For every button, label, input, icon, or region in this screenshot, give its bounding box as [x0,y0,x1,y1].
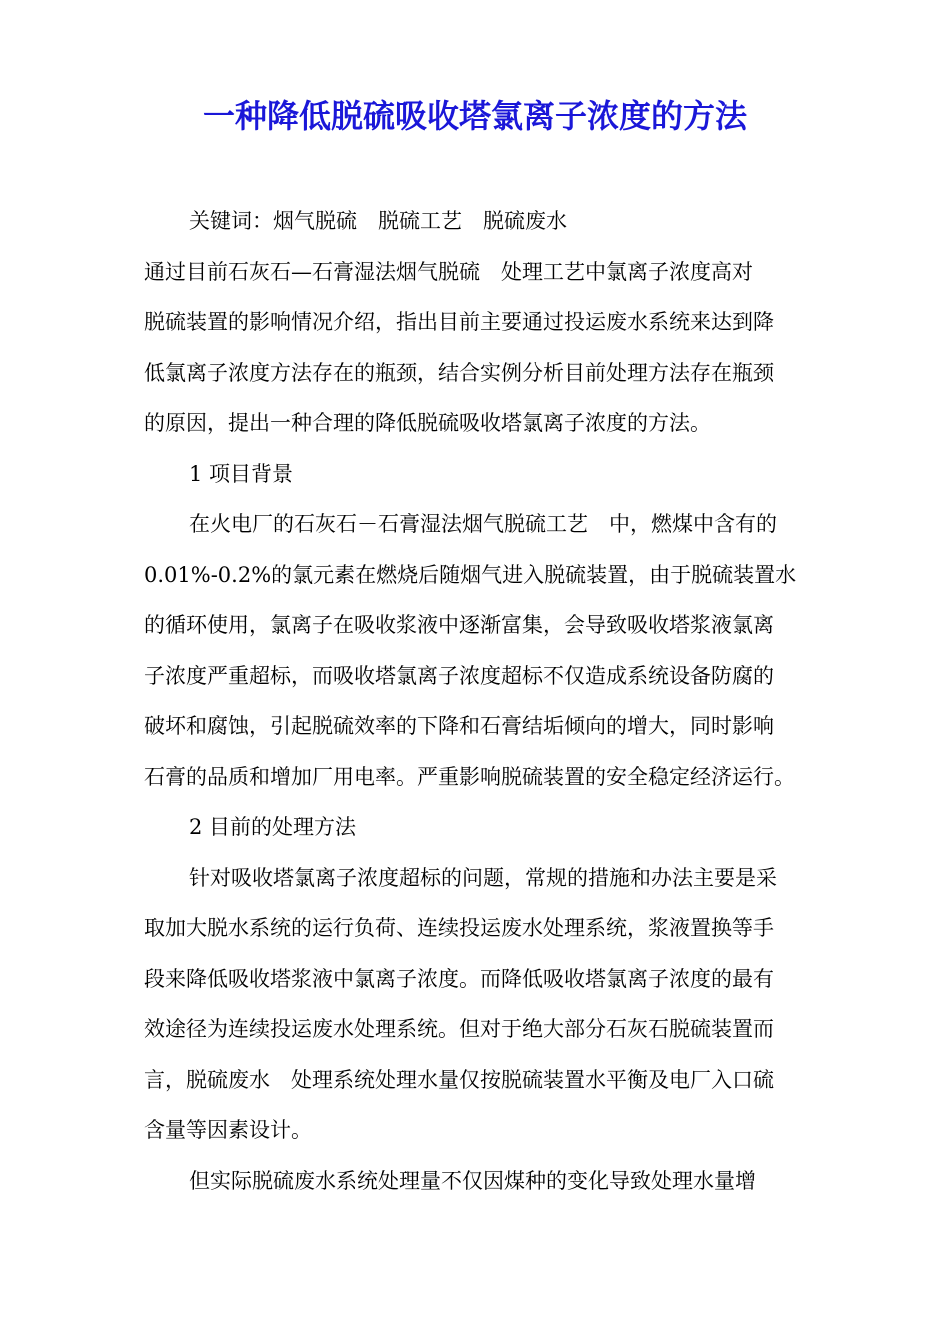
text-line: 1 项目背景 [189,461,294,486]
text-line: 取加大脱水系统的运行负荷、连续投运废水处理系统，浆液置换等手 [144,916,774,940]
text-line: 在火电厂的石灰石－石膏湿法烟气脱硫工艺 中，燃煤中含有的 [189,512,777,536]
text-line: 的原因，提出一种合理的降低脱硫吸收塔氯离子浓度的方法。 [144,411,711,435]
text-line: 言，脱硫废水 处理系统处理水量仅按脱硫装置水平衡及电厂入口硫 [144,1067,774,1092]
text-line: 脱硫装置的影响情况介绍，指出目前主要通过投运废水系统来达到降 [144,310,774,334]
text-line: 效途径为连续投运废水处理系统。但对于绝大部分石灰石脱硫装置而 [144,1017,774,1041]
text-line: 关键词：烟气脱硫 脱硫工艺 脱硫废水 [189,209,567,233]
text-line: 破坏和腐蚀，引起脱硫效率的下降和石膏结垢倾向的增大，同时影响 [144,714,774,738]
text-line: 子浓度严重超标，而吸收塔氯离子浓度超标不仅造成系统设备防腐的 [144,663,774,688]
text-line: 含量等因素设计。 [144,1118,312,1142]
text-line: 的循环使用，氯离子在吸收浆液中逐渐富集，会导致吸收塔浆液氯离 [144,613,774,637]
text-line: 0.01%-0.2%的氯元素在燃烧后随烟气进入脱硫装置，由于脱硫装置水 [144,562,797,587]
text-line: 低氯离子浓度方法存在的瓶颈，结合实例分析目前处理方法存在瓶颈 [144,360,774,385]
text-line: 针对吸收塔氯离子浓度超标的问题，常规的措施和办法主要是采 [189,865,777,890]
document-body [144,196,816,1206]
text-line: 段来降低吸收塔浆液中氯离子浓度。而降低吸收塔氯离子浓度的最有 [144,966,774,991]
document-title: 一种降低脱硫吸收塔氯离子浓度的方法 [202,97,747,135]
text-line: 通过目前石灰石—石膏湿法烟气脱硫 处理工艺中氯离子浓度高对 [144,259,753,284]
text-line: 但实际脱硫废水系统处理量不仅因煤种的变化导致处理水量增 [189,1168,756,1193]
text-line: 石膏的品质和增加厂用电率。严重影响脱硫装置的安全稳定经济运行。 [144,764,795,789]
text-line: 2 目前的处理方法 [189,815,357,839]
